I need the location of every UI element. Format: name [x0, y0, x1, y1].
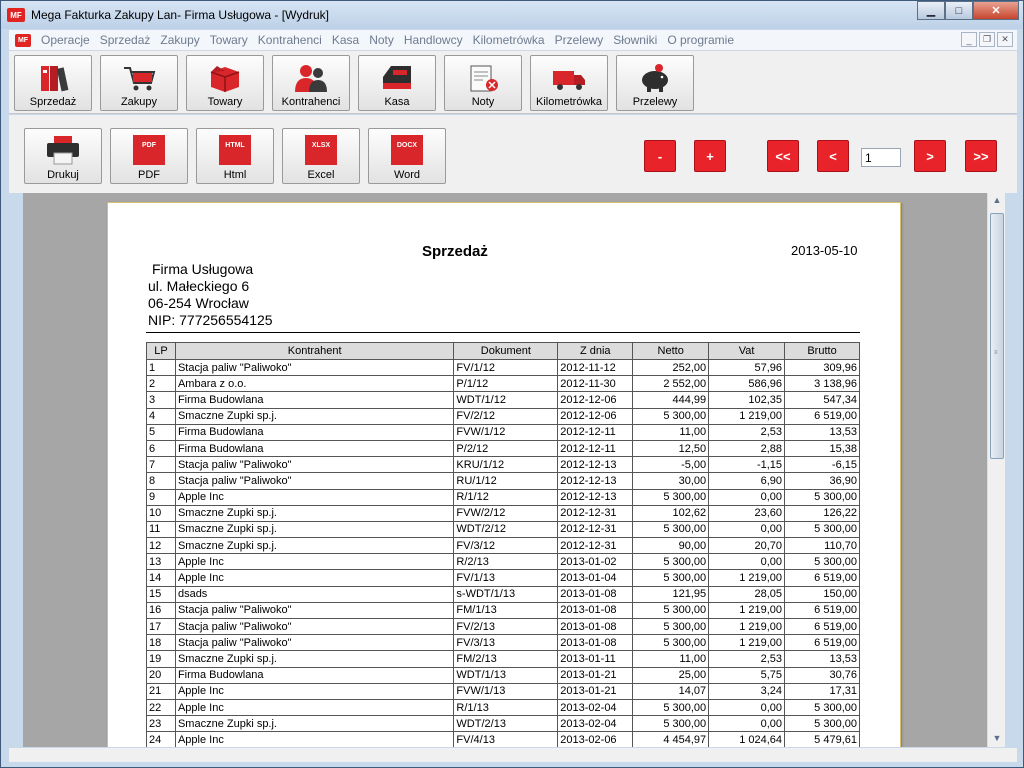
table-cell: 6 519,00: [785, 635, 860, 651]
table-cell: 22: [147, 699, 176, 715]
last-page-button[interactable]: >>: [965, 140, 997, 172]
column-header: Z dnia: [558, 343, 633, 360]
table-cell: 252,00: [633, 360, 709, 376]
table-row: [147, 602, 860, 618]
column-header: Dokument: [454, 343, 558, 360]
table-cell: 5 300,00: [633, 699, 709, 715]
company-info: [148, 261, 273, 329]
table-cell: 5 300,00: [633, 619, 709, 635]
table-cell: Stacja paliw "Paliwoko": [175, 602, 453, 618]
menu-o-programie[interactable]: O programie: [667, 33, 735, 47]
table-cell: Apple Inc: [175, 554, 453, 570]
table-cell: 1 219,00: [709, 408, 785, 424]
table-cell: 9: [147, 489, 176, 505]
table-cell: 15,38: [785, 440, 860, 456]
table-cell: R/1/13: [454, 699, 558, 715]
table-cell: 0,00: [709, 699, 785, 715]
table-cell: 3 138,96: [785, 376, 860, 392]
table-cell: Firma Budowlana: [175, 424, 453, 440]
table-cell: 16: [147, 602, 176, 618]
table-cell: -6,15: [785, 457, 860, 473]
table-cell: 2,53: [709, 424, 785, 440]
vertical-scrollbar[interactable]: [987, 193, 1005, 747]
table-cell: 19: [147, 651, 176, 667]
docx-icon: [389, 134, 425, 166]
title-bar[interactable]: [1, 1, 1023, 29]
table-cell: 4: [147, 408, 176, 424]
sprzedaz-button[interactable]: [14, 55, 92, 111]
zakupy-label: Zakupy: [120, 96, 158, 108]
table-row: [147, 521, 860, 537]
table-cell: 110,70: [785, 538, 860, 554]
table-cell: 8: [147, 473, 176, 489]
mdi-logo-icon[interactable]: MF: [15, 34, 31, 47]
scroll-thumb[interactable]: [990, 213, 1004, 459]
table-cell: 13,53: [785, 651, 860, 667]
header-divider: [146, 332, 860, 333]
table-cell: 2013-01-02: [558, 554, 633, 570]
svg-text:PDF: PDF: [142, 142, 156, 149]
page-number-input[interactable]: [861, 148, 901, 167]
table-cell: 2012-11-12: [558, 360, 633, 376]
table-row: [147, 651, 860, 667]
table-cell: Smaczne Zupki sp.j.: [175, 651, 453, 667]
company-city: 06-254 Wrocław: [148, 295, 249, 311]
table-cell: 547,34: [785, 392, 860, 408]
kilometrowka-button[interactable]: [530, 55, 608, 111]
column-header: Vat: [709, 343, 785, 360]
table-cell: 5 300,00: [633, 408, 709, 424]
table-cell: 2013-01-08: [558, 635, 633, 651]
table-cell: 12: [147, 538, 176, 554]
table-cell: FVW/1/12: [454, 424, 558, 440]
company-street: ul. Małeckiego 6: [148, 278, 250, 294]
table-cell: Stacja paliw "Paliwoko": [175, 360, 453, 376]
table-cell: 11,00: [633, 424, 709, 440]
truck-icon: [551, 63, 587, 93]
table-cell: 5 300,00: [633, 521, 709, 537]
menu-towary[interactable]: Towary: [209, 33, 248, 47]
mdi-minimize-button[interactable]: _: [961, 32, 977, 47]
column-header: Kontrahent: [175, 343, 453, 360]
table-cell: 1 024,64: [709, 732, 785, 747]
table-cell: 2012-12-06: [558, 408, 633, 424]
table-row: [147, 505, 860, 521]
xlsx-icon: [303, 134, 339, 166]
table-cell: 444,99: [633, 392, 709, 408]
table-cell: 6 519,00: [785, 602, 860, 618]
table-cell: 2013-02-06: [558, 732, 633, 747]
table-cell: 150,00: [785, 586, 860, 602]
printer-icon: [45, 134, 81, 166]
note-icon: [465, 63, 501, 93]
menu-handlowcy[interactable]: Handlowcy: [403, 33, 463, 47]
table-cell: 20,70: [709, 538, 785, 554]
table-cell: Firma Budowlana: [175, 392, 453, 408]
zakupy-button[interactable]: [100, 55, 178, 111]
table-cell: 13,53: [785, 424, 860, 440]
table-cell: 5 300,00: [633, 489, 709, 505]
table-cell: 5,75: [709, 667, 785, 683]
cash-register-icon: [379, 63, 415, 93]
table-cell: 0,00: [709, 716, 785, 732]
mdi-controls: [961, 32, 1013, 47]
next-page-button[interactable]: >: [914, 140, 946, 172]
table-cell: 0,00: [709, 489, 785, 505]
svg-text:DOCX: DOCX: [396, 142, 418, 149]
close-button[interactable]: ✕: [973, 1, 1019, 20]
table-cell: 11: [147, 521, 176, 537]
table-cell: 5 479,61: [785, 732, 860, 747]
table-cell: 14,07: [633, 683, 709, 699]
column-header: Brutto: [785, 343, 860, 360]
table-cell: 309,96: [785, 360, 860, 376]
table-cell: 5 300,00: [785, 699, 860, 715]
window-title: Mega Fakturka Zakupy Lan- Firma Usługowa - [Wydruk]: [31, 8, 329, 22]
table-cell: 0,00: [709, 554, 785, 570]
table-header-row: [147, 343, 860, 360]
table-cell: 586,96: [709, 376, 785, 392]
minimize-button[interactable]: ▁: [917, 1, 945, 20]
table-cell: 23: [147, 716, 176, 732]
table-cell: Apple Inc: [175, 699, 453, 715]
menu-zakupy[interactable]: Zakupy: [160, 33, 200, 47]
table-row: [147, 473, 860, 489]
word-button[interactable]: [368, 128, 446, 184]
przelewy-button[interactable]: [616, 55, 694, 111]
zoom-out-button[interactable]: -: [644, 140, 676, 172]
svg-text:HTML: HTML: [225, 142, 245, 149]
table-cell: 5 300,00: [633, 716, 709, 732]
table-cell: 2,53: [709, 651, 785, 667]
table-cell: 2012-12-31: [558, 505, 633, 521]
html-icon: [217, 134, 253, 166]
kasa-label: Kasa: [384, 96, 410, 108]
box-icon: [207, 63, 243, 93]
table-cell: 2013-02-04: [558, 716, 633, 732]
table-cell: 25,00: [633, 667, 709, 683]
menu-bar: [9, 30, 1017, 51]
table-cell: 2013-01-21: [558, 667, 633, 683]
table-cell: Apple Inc: [175, 570, 453, 586]
table-cell: Firma Budowlana: [175, 440, 453, 456]
table-cell: 28,05: [709, 586, 785, 602]
table-cell: FV/2/13: [454, 619, 558, 635]
table-cell: RU/1/12: [454, 473, 558, 489]
table-row: [147, 667, 860, 683]
table-cell: 2013-02-04: [558, 699, 633, 715]
table-cell: 57,96: [709, 360, 785, 376]
table-cell: 24: [147, 732, 176, 747]
table-cell: FV/3/12: [454, 538, 558, 554]
noty-label: Noty: [471, 96, 495, 108]
menu-kilometrowka[interactable]: Kilometrówka: [472, 33, 545, 47]
table-cell: 1: [147, 360, 176, 376]
table-cell: 126,22: [785, 505, 860, 521]
table-cell: WDT/1/13: [454, 667, 558, 683]
table-cell: 10: [147, 505, 176, 521]
sprzedaz-label: Sprzedaż: [29, 96, 77, 108]
table-cell: 2,88: [709, 440, 785, 456]
table-cell: FV/1/12: [454, 360, 558, 376]
table-row: [147, 392, 860, 408]
column-header: Netto: [633, 343, 709, 360]
table-cell: 121,95: [633, 586, 709, 602]
table-row: [147, 683, 860, 699]
report-title: Sprzedaż: [422, 243, 488, 260]
people-icon: [293, 63, 329, 93]
table-cell: 5 300,00: [785, 521, 860, 537]
html-button[interactable]: [196, 128, 274, 184]
cart-icon: [121, 63, 157, 93]
table-cell: 5 300,00: [633, 602, 709, 618]
table-cell: 2012-12-13: [558, 473, 633, 489]
table-cell: 5 300,00: [785, 554, 860, 570]
table-cell: 2012-11-30: [558, 376, 633, 392]
table-cell: 36,90: [785, 473, 860, 489]
table-row: [147, 699, 860, 715]
table-cell: 2012-12-31: [558, 538, 633, 554]
company-name: Firma Usługowa: [152, 261, 254, 277]
table-cell: R/2/13: [454, 554, 558, 570]
table-cell: FV/3/13: [454, 635, 558, 651]
table-cell: WDT/2/12: [454, 521, 558, 537]
table-row: [147, 586, 860, 602]
table-cell: Smaczne Zupki sp.j.: [175, 538, 453, 554]
menu-sprzedaz[interactable]: Sprzedaż: [99, 33, 151, 47]
table-cell: KRU/1/12: [454, 457, 558, 473]
table-row: [147, 554, 860, 570]
table-cell: Stacja paliw "Paliwoko": [175, 457, 453, 473]
table-cell: 2: [147, 376, 176, 392]
table-cell: 18: [147, 635, 176, 651]
table-cell: 6 519,00: [785, 570, 860, 586]
table-row: [147, 489, 860, 505]
table-cell: 2013-01-08: [558, 619, 633, 635]
table-cell: 5: [147, 424, 176, 440]
table-cell: 12,50: [633, 440, 709, 456]
table-cell: Smaczne Zupki sp.j.: [175, 521, 453, 537]
table-cell: 17,31: [785, 683, 860, 699]
table-cell: WDT/1/12: [454, 392, 558, 408]
table-cell: FV/4/13: [454, 732, 558, 747]
table-row: [147, 716, 860, 732]
piggy-bank-icon: [637, 63, 673, 93]
table-cell: 2013-01-08: [558, 586, 633, 602]
table-cell: Stacja paliw "Paliwoko": [175, 619, 453, 635]
books-icon: [35, 63, 71, 93]
window-controls: [917, 1, 1019, 20]
table-row: [147, 376, 860, 392]
sales-table: [146, 342, 860, 747]
grip-icon: ≡: [994, 350, 998, 356]
column-header: LP: [147, 343, 176, 360]
table-cell: 3: [147, 392, 176, 408]
mdi-restore-button[interactable]: ❐: [979, 32, 995, 47]
table-cell: FM/2/13: [454, 651, 558, 667]
menu-noty[interactable]: Noty: [369, 33, 394, 47]
table-cell: 5 300,00: [785, 716, 860, 732]
table-row: [147, 457, 860, 473]
table-cell: 23,60: [709, 505, 785, 521]
first-page-button[interactable]: <<: [767, 140, 799, 172]
table-cell: -5,00: [633, 457, 709, 473]
table-cell: 102,62: [633, 505, 709, 521]
table-row: [147, 408, 860, 424]
menu-przelewy[interactable]: Przelewy: [554, 33, 604, 47]
przelewy-label: Przelewy: [632, 96, 678, 108]
pdf-label: PDF: [138, 169, 160, 181]
table-row: [147, 732, 860, 747]
table-cell: Smaczne Zupki sp.j.: [175, 716, 453, 732]
table-cell: 11,00: [633, 651, 709, 667]
kasa-button[interactable]: [358, 55, 436, 111]
table-cell: 2013-01-21: [558, 683, 633, 699]
noty-button[interactable]: [444, 55, 522, 111]
table-cell: R/1/12: [454, 489, 558, 505]
table-cell: s-WDT/1/13: [454, 586, 558, 602]
excel-button[interactable]: [282, 128, 360, 184]
table-cell: 2012-12-11: [558, 440, 633, 456]
table-cell: 30,76: [785, 667, 860, 683]
maximize-button[interactable]: □: [945, 1, 973, 20]
svg-text:XLSX: XLSX: [311, 142, 331, 149]
table-cell: 2013-01-08: [558, 602, 633, 618]
table-cell: FM/1/13: [454, 602, 558, 618]
table-cell: dsads: [175, 586, 453, 602]
kilometrowka-label: Kilometrówka: [535, 96, 603, 108]
html-label: Html: [223, 169, 247, 181]
table-cell: 90,00: [633, 538, 709, 554]
table-cell: 3,24: [709, 683, 785, 699]
word-label: Word: [393, 169, 421, 181]
table-cell: FV/1/13: [454, 570, 558, 586]
table-cell: 2012-12-13: [558, 489, 633, 505]
table-cell: WDT/2/13: [454, 716, 558, 732]
table-cell: 2013-01-04: [558, 570, 633, 586]
excel-label: Excel: [307, 169, 335, 181]
menu-slowniki[interactable]: Słowniki: [613, 33, 658, 47]
towary-label: Towary: [207, 96, 243, 108]
table-cell: 15: [147, 586, 176, 602]
table-cell: 6: [147, 440, 176, 456]
scroll-down-arrow-icon[interactable]: ▼: [992, 733, 1002, 743]
table-row: [147, 635, 860, 651]
table-row: [147, 619, 860, 635]
scroll-up-arrow-icon[interactable]: ▲: [992, 195, 1002, 205]
report-viewer[interactable]: [23, 193, 987, 747]
zoom-in-button[interactable]: +: [694, 140, 726, 172]
table-cell: 2012-12-11: [558, 424, 633, 440]
pdf-icon: [131, 134, 167, 166]
mdi-close-button[interactable]: ✕: [997, 32, 1013, 47]
drukuj-label: Drukuj: [47, 169, 79, 181]
table-body: [147, 360, 860, 748]
table-cell: FVW/1/13: [454, 683, 558, 699]
table-cell: 5 300,00: [633, 635, 709, 651]
table-cell: 4 454,97: [633, 732, 709, 747]
table-cell: P/1/12: [454, 376, 558, 392]
table-cell: 2 552,00: [633, 376, 709, 392]
table-cell: 5 300,00: [785, 489, 860, 505]
table-cell: Firma Budowlana: [175, 667, 453, 683]
table-row: [147, 424, 860, 440]
table-cell: FV/2/12: [454, 408, 558, 424]
table-cell: 2013-01-11: [558, 651, 633, 667]
table-cell: 0,00: [709, 521, 785, 537]
table-cell: 5 300,00: [633, 570, 709, 586]
app-logo-icon: MF: [7, 8, 25, 22]
status-bar: [9, 748, 1017, 762]
table-cell: Smaczne Zupki sp.j.: [175, 505, 453, 521]
table-cell: 21: [147, 683, 176, 699]
table-cell: 20: [147, 667, 176, 683]
table-cell: 13: [147, 554, 176, 570]
table-cell: FVW/2/12: [454, 505, 558, 521]
table-cell: 1 219,00: [709, 602, 785, 618]
table-row: [147, 538, 860, 554]
prev-page-button[interactable]: <: [817, 140, 849, 172]
table-row: [147, 570, 860, 586]
drukuj-button[interactable]: [24, 128, 102, 184]
menu-kontrahenci[interactable]: Kontrahenci: [257, 33, 322, 47]
table-cell: 1 219,00: [709, 635, 785, 651]
table-cell: 6 519,00: [785, 619, 860, 635]
towary-button[interactable]: [186, 55, 264, 111]
table-cell: 30,00: [633, 473, 709, 489]
menu-operacje[interactable]: Operacje: [41, 33, 90, 47]
table-cell: Smaczne Zupki sp.j.: [175, 408, 453, 424]
table-cell: Apple Inc: [175, 732, 453, 747]
pdf-button[interactable]: [110, 128, 188, 184]
table-cell: 2012-12-06: [558, 392, 633, 408]
company-nip: NIP: 777256554125: [148, 312, 273, 328]
table-cell: 17: [147, 619, 176, 635]
table-row: [147, 440, 860, 456]
table-cell: 5 300,00: [633, 554, 709, 570]
table-cell: Apple Inc: [175, 489, 453, 505]
main-toolbar: [9, 51, 1017, 114]
kontrahenci-label: Kontrahenci: [281, 96, 341, 108]
report-page: [107, 202, 901, 747]
table-row: [147, 360, 860, 376]
table-cell: 1 219,00: [709, 570, 785, 586]
table-cell: P/2/12: [454, 440, 558, 456]
table-cell: 2012-12-31: [558, 521, 633, 537]
table-cell: 6 519,00: [785, 408, 860, 424]
table-cell: -1,15: [709, 457, 785, 473]
kontrahenci-button[interactable]: [272, 55, 350, 111]
table-cell: 1 219,00: [709, 619, 785, 635]
table-cell: Ambara z o.o.: [175, 376, 453, 392]
report-date: 2013-05-10: [791, 243, 858, 258]
table-cell: 7: [147, 457, 176, 473]
table-cell: Stacja paliw "Paliwoko": [175, 635, 453, 651]
table-cell: 14: [147, 570, 176, 586]
table-cell: 102,35: [709, 392, 785, 408]
table-cell: 2012-12-13: [558, 457, 633, 473]
table-cell: Stacja paliw "Paliwoko": [175, 473, 453, 489]
table-cell: Apple Inc: [175, 683, 453, 699]
menu-kasa[interactable]: Kasa: [331, 33, 360, 47]
table-cell: 6,90: [709, 473, 785, 489]
